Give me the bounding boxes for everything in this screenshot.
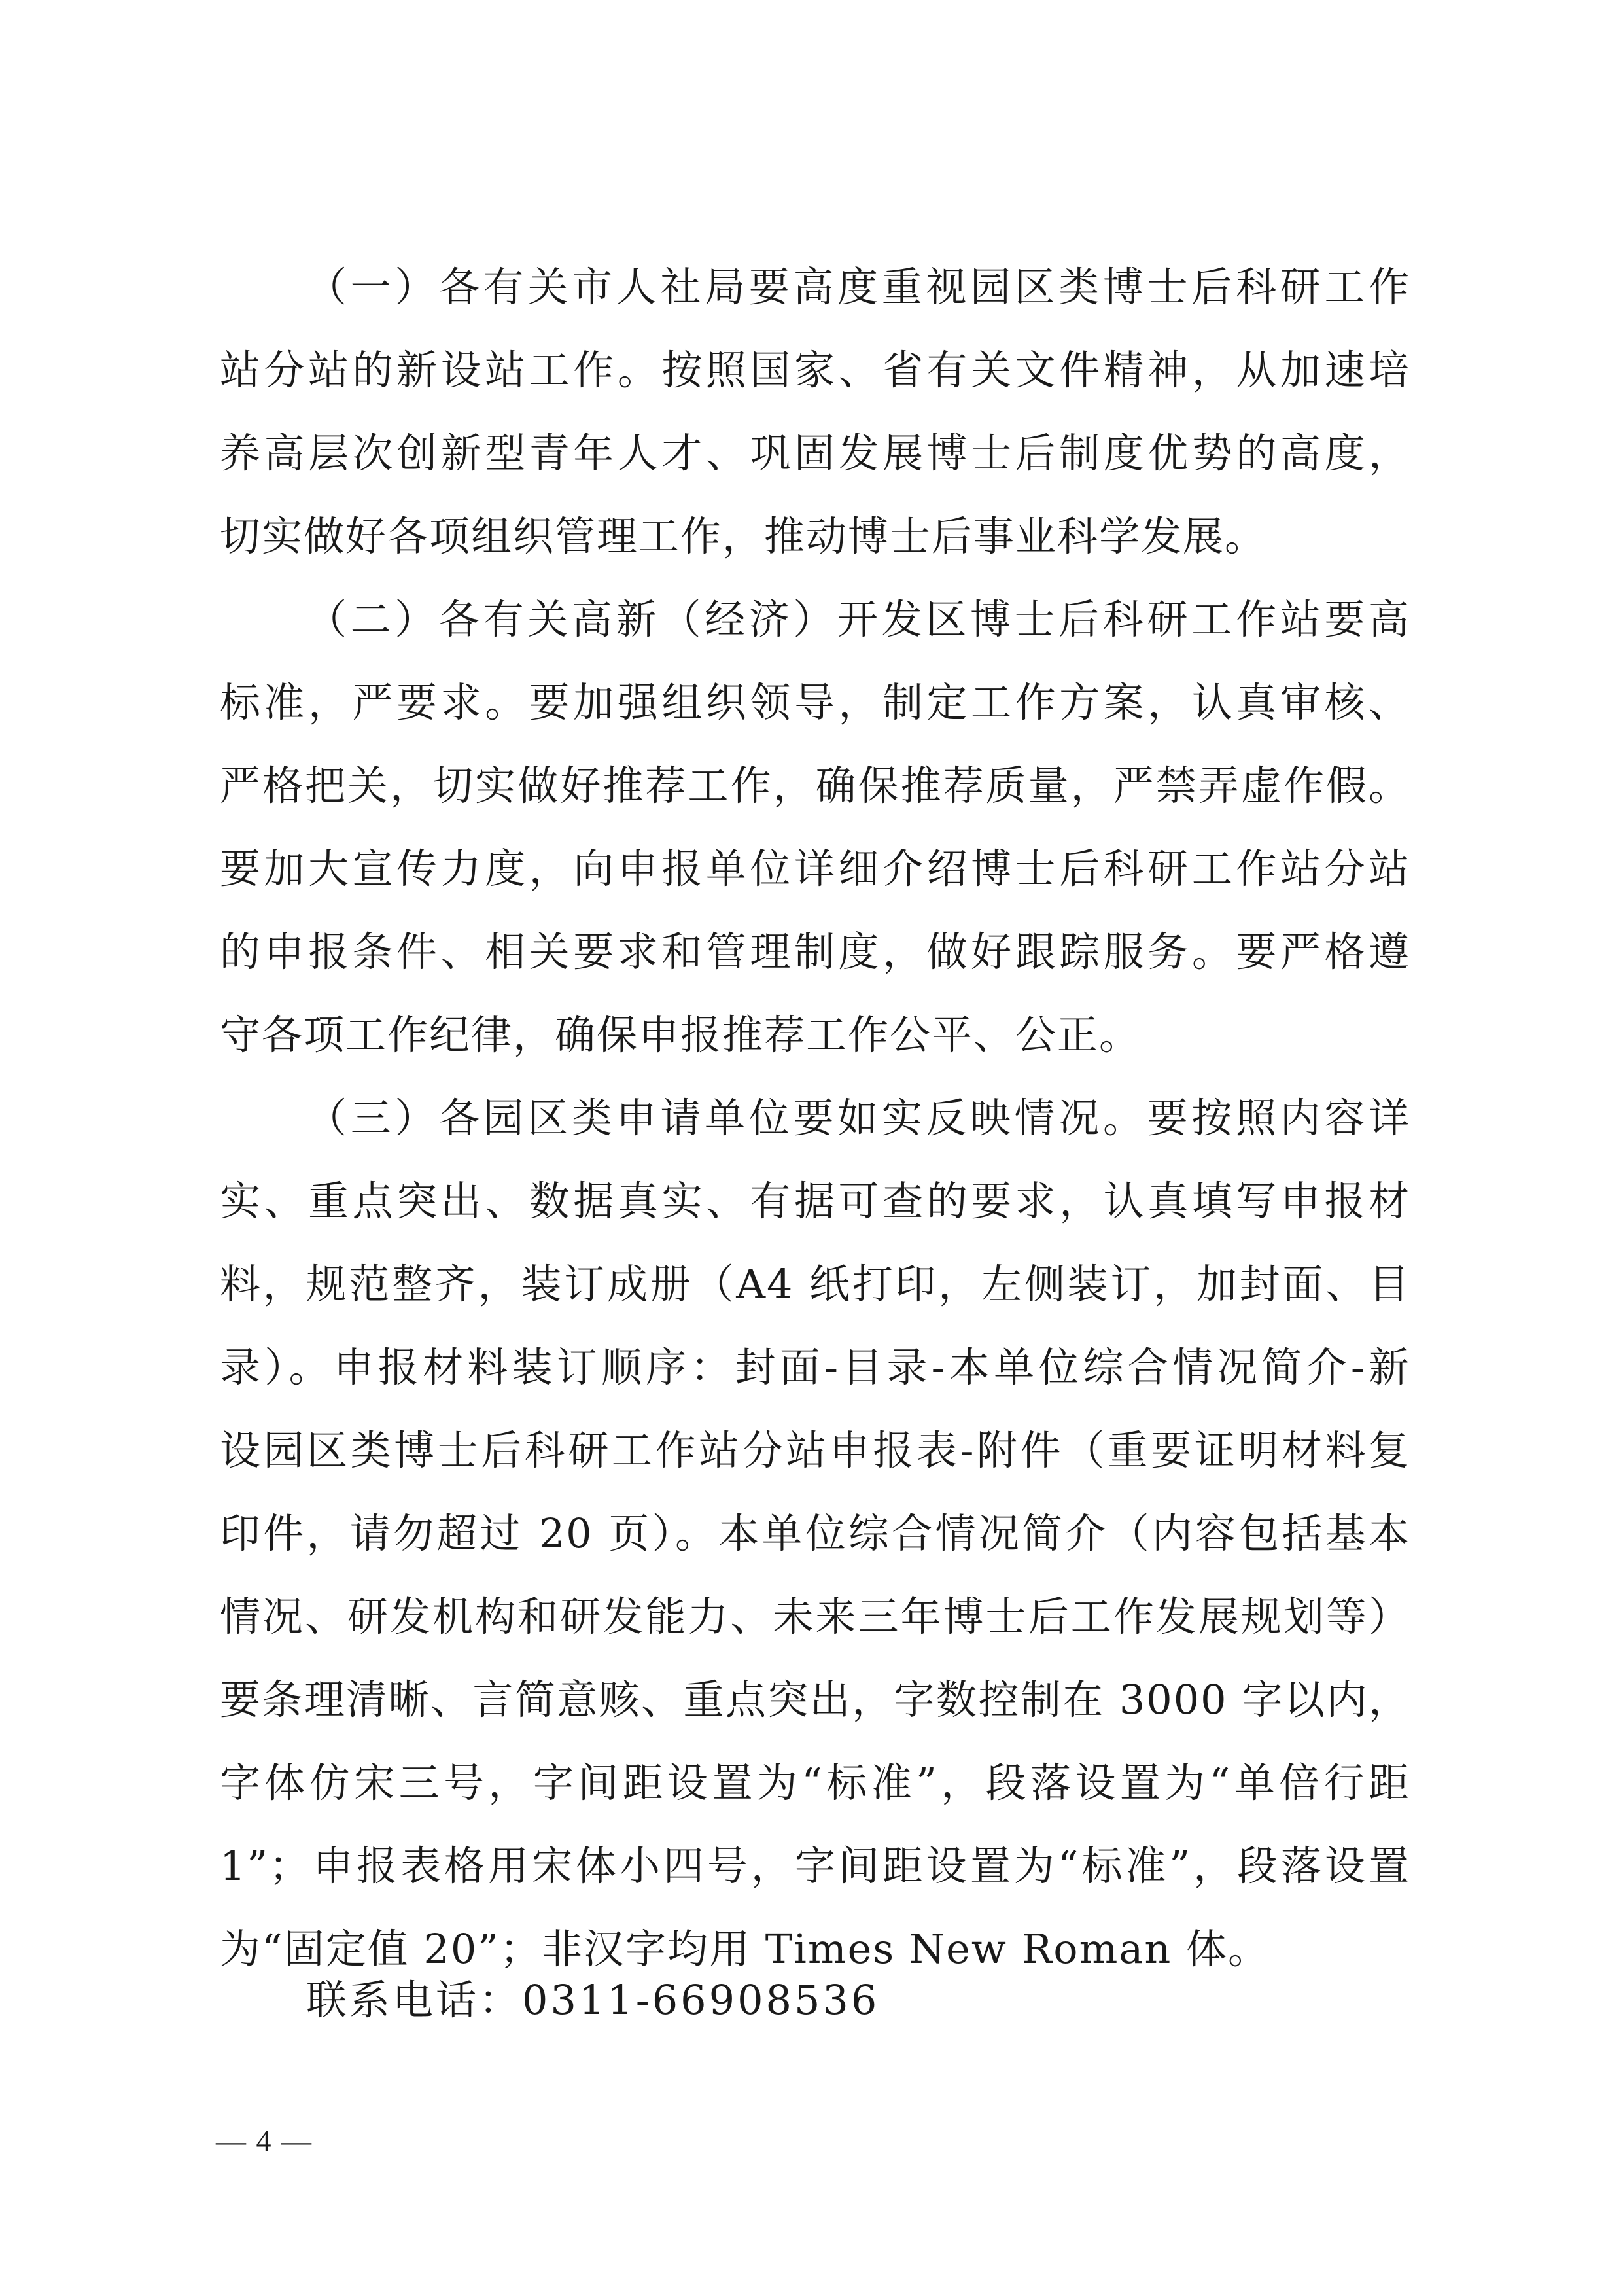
text-line: 印件，请勿超过 20 页）。本单位综合情况简介（内容包括基本: [220, 1510, 1410, 1557]
page-number: — 4 —: [216, 2124, 313, 2157]
paragraph-1: [220, 256, 1410, 589]
text-line: 字体仿宋三号，字间距设置为“标准”，段落设置为“单倍行距: [220, 1759, 1410, 1807]
text-line: 切实做好各项组织管理工作，推动博士后事业科学发展。: [220, 512, 1267, 560]
text-line: 1”；申报表格用宋体小四号，字间距设置为“标准”，段落设置: [220, 1842, 1410, 1890]
text-line: 要条理清晰、言简意赅、重点突出，字数控制在 3000 字以内，: [220, 1676, 1410, 1723]
text-line: （三）各园区类申请单位要如实反映情况。要按照内容详: [306, 1094, 1410, 1142]
text-line: 站分站的新设站工作。按照国家、省有关文件精神，从加速培: [220, 346, 1410, 394]
text-line: 录）。申报材料装订顺序：封面-目录-本单位综合情况简介-新: [220, 1343, 1410, 1391]
paragraph-3: [220, 1087, 1410, 2002]
text-line: 守各项工作纪律，确保申报推荐工作公平、公正。: [220, 1011, 1142, 1059]
paragraph-2: [220, 589, 1410, 1087]
text-line: 情况、研发机构和研发能力、未来三年博士后工作发展规划等）: [220, 1593, 1410, 1640]
text-line: 料，规范整齐，装订成册（A4 纸打印，左侧装订，加封面、目: [220, 1260, 1410, 1308]
document-body: [220, 256, 1410, 2002]
text-line: 实、重点突出、数据真实、有据可查的要求，认真填写申报材: [220, 1177, 1410, 1225]
text-line: 为“固定值 20”；非汉字均用 Times New Roman 体。: [220, 1925, 1270, 1973]
text-line: 严格把关，切实做好推荐工作，确保推荐质量，严禁弄虚作假。: [220, 762, 1410, 809]
text-line: 的申报条件、相关要求和管理制度，做好跟踪服务。要严格遵: [220, 928, 1410, 976]
text-line: （一）各有关市人社局要高度重视园区类博士后科研工作: [306, 263, 1410, 311]
contact-phone: 联系电话：0311-66908536: [306, 1976, 880, 2024]
text-line: 标准，严要求。要加强组织领导，制定工作方案，认真审核、: [220, 679, 1410, 726]
text-line: （二）各有关高新（经济）开发区博士后科研工作站要高: [306, 595, 1410, 643]
text-line: 养高层次创新型青年人才、巩固发展博士后制度优势的高度，: [220, 429, 1410, 477]
text-line: 设园区类博士后科研工作站分站申报表-附件（重要证明材料复: [220, 1426, 1410, 1474]
text-line: 要加大宣传力度，向申报单位详细介绍博士后科研工作站分站: [220, 845, 1410, 892]
